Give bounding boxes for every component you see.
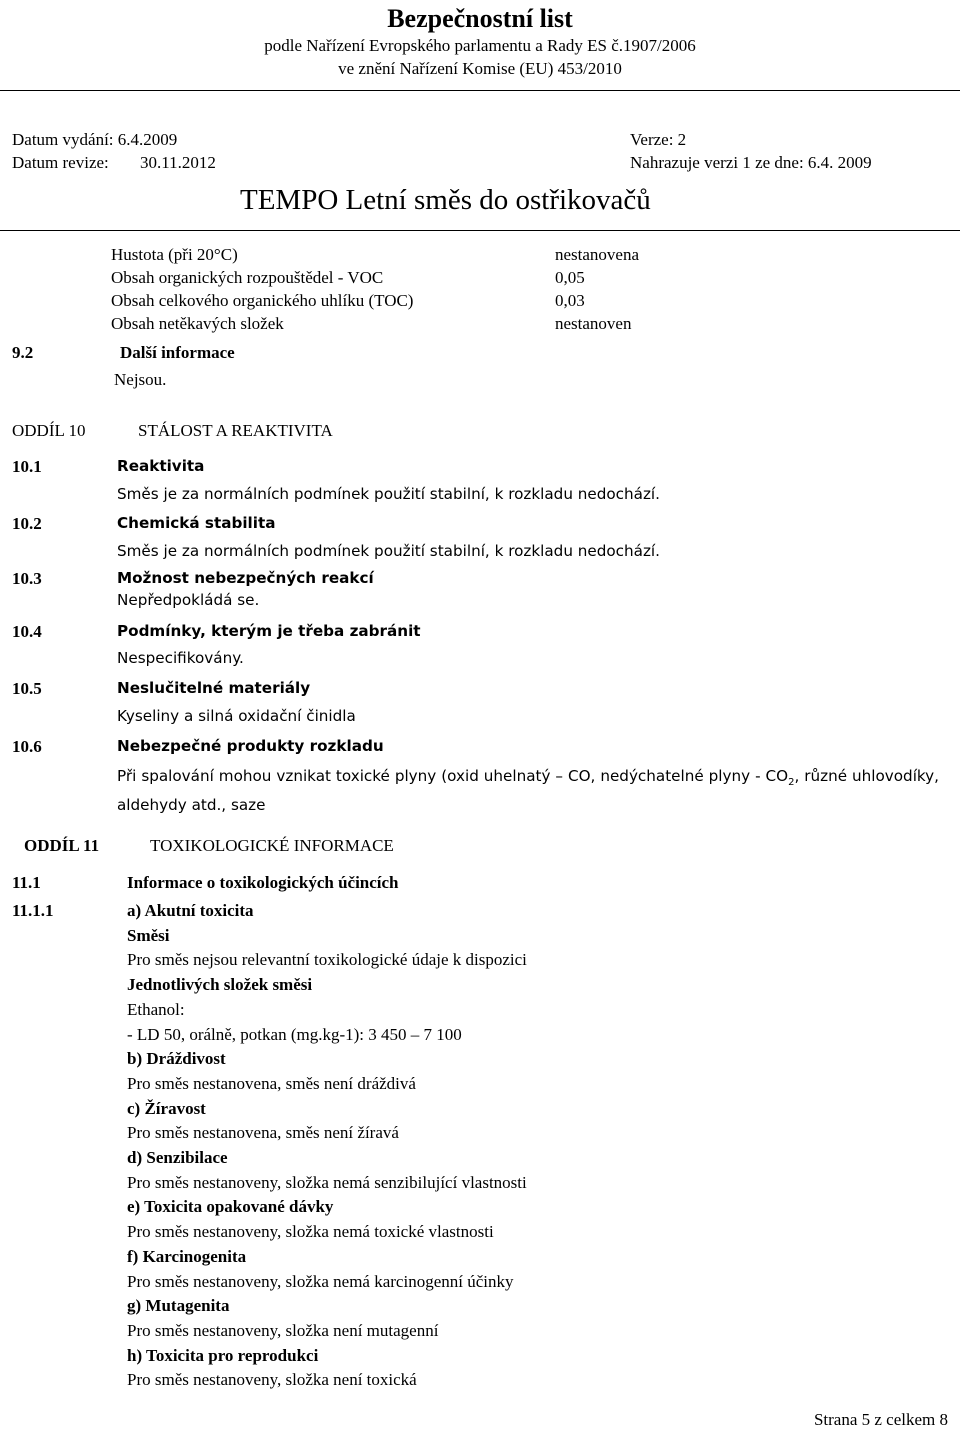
subsection-text: Směs je za normálních podmínek použití stabilní, k rozkladu nedochází.	[117, 542, 660, 560]
tox-text: Pro směs nestanovena, směs není dráždivá	[127, 1073, 416, 1093]
tox-heading: Směsi	[127, 925, 170, 945]
section-label: ODDÍL 11	[24, 836, 100, 855]
subsection-number: 10.5	[12, 679, 42, 698]
property-value: nestanovena	[555, 245, 640, 264]
subsection-number: 10.6	[12, 737, 42, 756]
tox-text: Pro směs nestanoveny, složka nemá toxické vlastnosti	[127, 1222, 494, 1242]
tox-heading: c) Žíravost	[127, 1098, 206, 1118]
version: Verze: 2	[630, 130, 687, 149]
subscript: 2	[788, 777, 795, 789]
property-name: Hustota (při 20°C)	[111, 245, 238, 264]
page-number: Strana 5 z celkem 8	[813, 1410, 948, 1429]
tox-heading: b) Dráždivost	[127, 1049, 226, 1069]
tox-heading: d) Senzibilace	[127, 1148, 228, 1167]
property-name: Obsah organických rozpouštědel - VOC	[111, 268, 384, 287]
property-name: Obsah netěkavých složek	[111, 314, 284, 333]
section-title: TOXIKOLOGICKÉ INFORMACE	[150, 836, 394, 855]
tox-heading: g) Mutagenita	[127, 1296, 230, 1316]
amendment-line: ve znění Nařízení Komise (EU) 453/2010	[338, 59, 622, 78]
tox-text: Pro směs nestanoveny, složka není mutagenní	[127, 1320, 439, 1340]
tox-text: Ethanol:	[127, 999, 185, 1019]
tox-text: Pro směs nestanoveny, složka není toxická	[127, 1370, 417, 1390]
tox-text: Pro směs nejsou relevantní toxikologické údaje k dispozici	[127, 950, 527, 970]
product-name: TEMPO Letní směs do ostřikovačů	[240, 184, 651, 216]
text-part: , různé uhlovodíky, aldehydy atd., saze	[117, 767, 939, 815]
subsection-text: Směs je za normálních podmínek použití stabilní, k rozkladu nedochází.	[117, 485, 660, 503]
tox-text: Pro směs nestanoveny, složka nemá senzibilující vlastnosti	[127, 1172, 527, 1192]
revision-date-value: 30.11.2012	[140, 153, 216, 172]
subsection-title: Další informace	[120, 343, 235, 362]
issue-date: Datum vydání: 6.4.2009	[12, 130, 178, 149]
section-label: ODDÍL 10	[12, 421, 86, 440]
tox-heading: Jednotlivých složek směsi	[127, 975, 313, 995]
subsection-text: Nejsou.	[114, 370, 167, 389]
tox-heading: f) Karcinogenita	[127, 1246, 247, 1266]
property-value: 0,05	[555, 268, 585, 287]
tox-heading: h) Toxicita pro reprodukci	[127, 1345, 319, 1365]
tox-heading: e) Toxicita opakované dávky	[127, 1197, 334, 1217]
property-value: 0,03	[555, 291, 585, 310]
subsection-number: 9.2	[12, 343, 34, 362]
subsection-text: Nepředpokládá se.	[117, 591, 260, 609]
subsection-number: 11.1	[12, 873, 41, 892]
subsection-number: 10.4	[12, 622, 42, 641]
subsection-title: Nebezpečné produkty rozkladu	[117, 737, 384, 755]
subsection-text: Nespecifikovány.	[117, 649, 244, 667]
tox-text: Pro směs nestanoveny, složka nemá karcinogenní účinky	[127, 1271, 514, 1291]
property-name: Obsah celkového organického uhlíku (TOC)	[111, 291, 414, 310]
text-part: Při spalování mohou vznikat toxické plyny (oxid uhelnatý – CO, nedýchatelné plyny - CO	[117, 767, 789, 785]
header-rule-bottom	[0, 230, 960, 231]
subsection-text: Kyseliny a silná oxidační činidla	[117, 707, 356, 725]
property-value: nestanoven	[555, 314, 632, 333]
regulation-line: podle Nařízení Evropského parlamentu a Rady ES č.1907/2006	[264, 36, 696, 55]
subsection-number: 10.1	[12, 457, 42, 476]
subsection-title: Reaktivita	[117, 457, 205, 475]
subsection-title: Možnost nebezpečných reakcí	[117, 569, 374, 587]
subsection-title: Neslučitelné materiály	[117, 679, 311, 697]
subsection-number: 11.1.1	[12, 901, 54, 920]
tox-text: Pro směs nestanovena, směs není žíravá	[127, 1123, 399, 1143]
subsection-number: 10.2	[12, 514, 42, 533]
subsection-text	[117, 765, 939, 817]
subsection-title: Podmínky, kterým je třeba zabránit	[117, 622, 421, 640]
header-rule-top	[0, 90, 960, 91]
tox-text: - LD 50, orálně, potkan (mg.kg-1): 3 450 – 7 100	[127, 1024, 462, 1044]
replaces-version: Nahrazuje verzi 1 ze dne: 6.4. 2009	[630, 153, 872, 172]
document-title: Bezpečnostní list	[387, 4, 573, 33]
subsection-title: Informace o toxikologických účincích	[127, 873, 399, 892]
section-title: STÁLOST A REAKTIVITA	[138, 421, 333, 440]
tox-heading: a) Akutní toxicita	[127, 901, 254, 920]
revision-date-label: Datum revize:	[12, 153, 109, 172]
subsection-number: 10.3	[12, 569, 42, 588]
subsection-title: Chemická stabilita	[117, 514, 276, 532]
